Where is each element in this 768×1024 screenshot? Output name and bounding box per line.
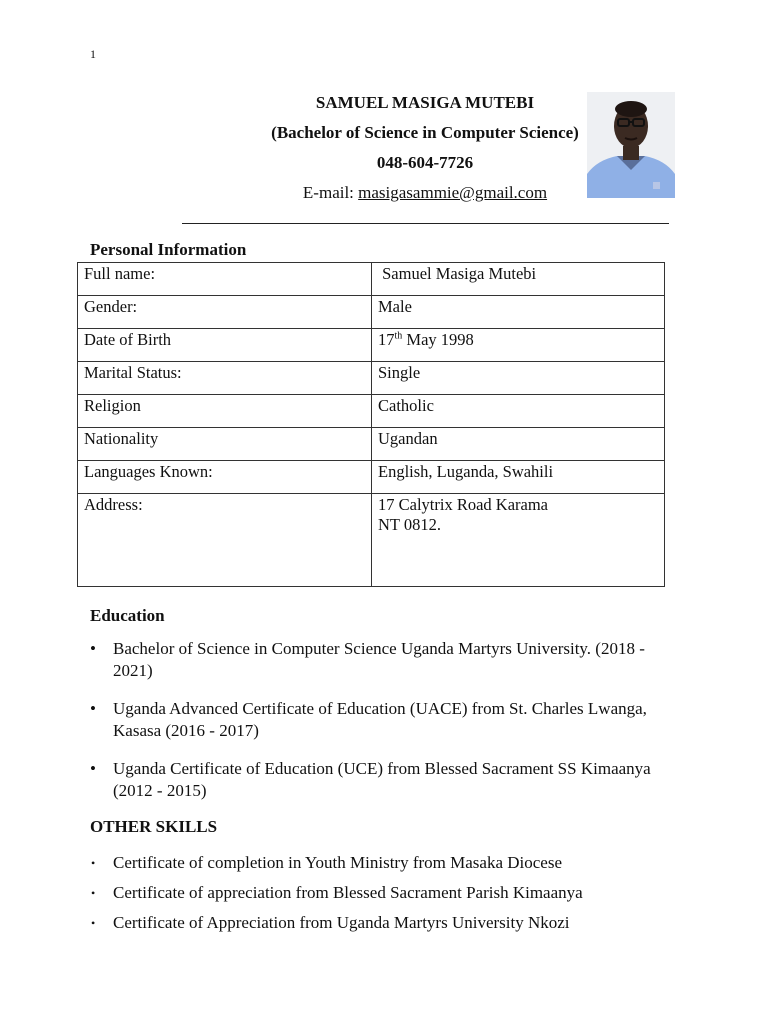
education-list-2 <box>90 698 675 742</box>
bullet-icon: • <box>91 916 96 930</box>
bullet-icon: • <box>91 886 96 900</box>
dob-day: 17 <box>378 330 395 349</box>
education-item-line: 2021) <box>113 661 153 680</box>
gender-value: Male <box>372 296 665 329</box>
profile-photo-image <box>587 92 675 198</box>
address-line-2: NT 0812. <box>378 515 441 534</box>
table-row <box>78 494 665 587</box>
applicant-name: SAMUEL MASIGA MUTEBI <box>315 93 535 112</box>
marital-status-value: Single <box>372 362 665 395</box>
education-item-line: Uganda Advanced Certificate of Education (UACE) from St. Charles Lwanga, <box>113 699 647 718</box>
applicant-degree: (Bachelor of Science in Computer Science) <box>271 123 579 142</box>
education-item-line: Bachelor of Science in Computer Science Uganda Martyrs University. (2018 - <box>113 639 645 658</box>
religion-label: Religion <box>78 395 372 428</box>
list-item <box>90 698 675 742</box>
date-of-birth-value <box>372 329 665 362</box>
list-item <box>90 758 675 802</box>
bullet-icon: • <box>90 759 96 778</box>
table-row <box>78 428 665 461</box>
other-skills-title: OTHER SKILLS <box>90 817 218 836</box>
religion-value: Catholic <box>372 395 665 428</box>
dob-ordinal: th <box>394 330 403 342</box>
address-value <box>372 494 665 587</box>
education-list-3 <box>90 758 675 802</box>
skills-list <box>90 852 675 942</box>
list-item <box>90 882 675 912</box>
list-item <box>90 852 675 882</box>
full-name-text: Samuel Masiga Mutebi <box>382 264 537 283</box>
education-item-line: (2012 - 2015) <box>113 781 207 800</box>
education-item-line: Kasasa (2016 - 2017) <box>113 721 259 740</box>
email-label: E-mail: <box>302 183 354 202</box>
education-item-line: Uganda Certificate of Education (UCE) from Blessed Sacrament SS Kimaanya <box>113 759 651 778</box>
skill-text: Certificate of completion in Youth Ministry from Masaka Diocese <box>113 853 562 872</box>
table-row <box>78 263 665 296</box>
header-divider <box>182 223 669 224</box>
full-name-value <box>372 263 665 296</box>
table-row <box>78 329 665 362</box>
address-line-1: 17 Calytrix Road Karama <box>378 495 548 514</box>
education-list <box>90 638 675 682</box>
personal-information-table <box>77 262 665 587</box>
list-item <box>90 638 675 682</box>
personal-information-title: Personal Information <box>90 240 247 259</box>
languages-value: English, Luganda, Swahili <box>372 461 665 494</box>
address-label: Address: <box>78 494 372 587</box>
email-link[interactable]: masigasammie@gmail.com <box>358 183 548 202</box>
page-number: 1 <box>90 47 96 61</box>
table-row <box>78 362 665 395</box>
profile-photo <box>587 92 675 198</box>
list-item <box>90 912 675 942</box>
languages-label: Languages Known: <box>78 461 372 494</box>
table-row <box>78 461 665 494</box>
skill-text: Certificate of appreciation from Blessed Sacrament Parish Kimaanya <box>113 883 583 902</box>
dob-month-year: May 1998 <box>402 330 474 349</box>
skill-text: Certificate of Appreciation from Uganda Martyrs University Nkozi <box>113 913 570 932</box>
applicant-phone: 048-604-7726 <box>376 153 474 172</box>
date-of-birth-label: Date of Birth <box>78 329 372 362</box>
nationality-value: Ugandan <box>372 428 665 461</box>
gender-label: Gender: <box>78 296 372 329</box>
marital-status-label: Marital Status: <box>78 362 372 395</box>
table-row <box>78 395 665 428</box>
full-name-label: Full name: <box>78 263 372 296</box>
bullet-icon: • <box>90 639 96 658</box>
table-row <box>78 296 665 329</box>
bullet-icon: • <box>91 856 96 870</box>
education-title: Education <box>90 606 165 625</box>
nationality-label: Nationality <box>78 428 372 461</box>
bullet-icon: • <box>90 699 96 718</box>
